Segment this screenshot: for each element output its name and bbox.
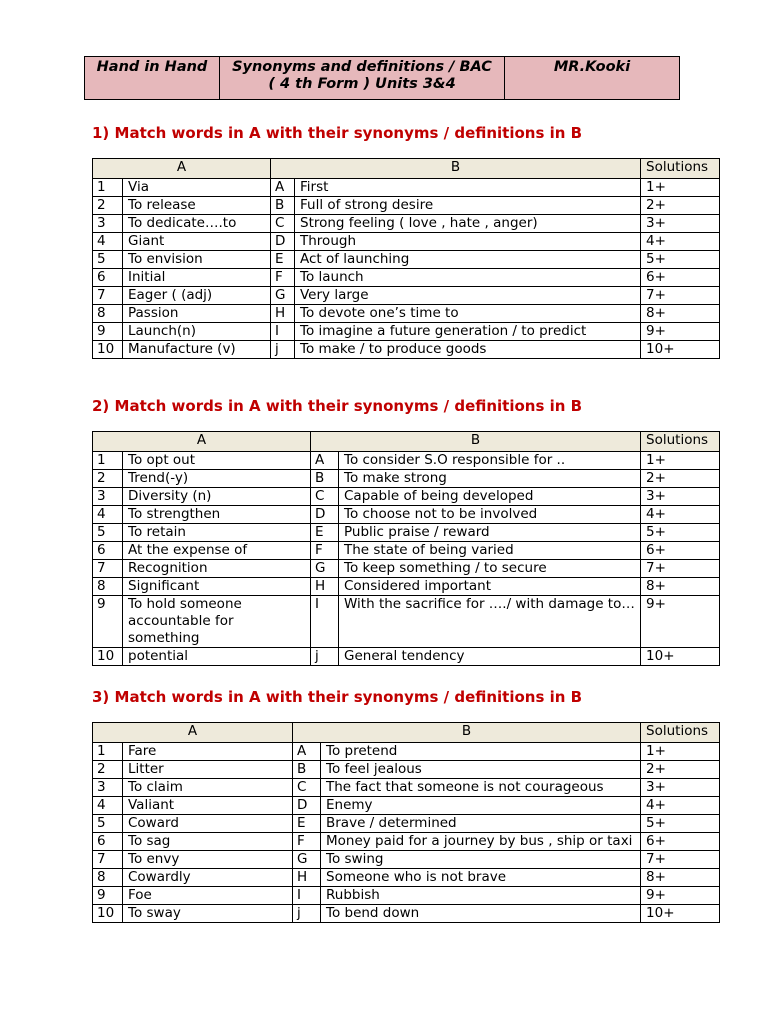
row-number: 9	[93, 596, 123, 648]
word-a: Manufacture (v)	[123, 341, 271, 359]
header-center-line2: ( 4 th Form ) Units 3&4	[268, 76, 456, 92]
word-a: To claim	[123, 779, 293, 797]
definition-b: To choose not to be involved	[339, 506, 641, 524]
row-number: 3	[93, 779, 123, 797]
definition-b: Strong feeling ( love , hate , anger)	[295, 215, 641, 233]
exercise-rows	[93, 452, 720, 666]
solution-cell: 8+	[641, 305, 720, 323]
definition-b: To pretend	[321, 743, 641, 761]
word-a: Trend(-y)	[123, 470, 311, 488]
letter-b: C	[271, 215, 295, 233]
header-right	[505, 57, 680, 100]
solution-cell: 5+	[641, 815, 720, 833]
table-row	[93, 851, 720, 869]
solution-cell: 3+	[641, 779, 720, 797]
solution-cell: 1+	[641, 179, 720, 197]
word-a: Significant	[123, 578, 311, 596]
exercise-3-title: 3) Match words in A with their synonyms / definitions in B	[92, 688, 583, 706]
row-number: 2	[93, 470, 123, 488]
exercise-2-table	[92, 431, 720, 666]
worksheet-header	[84, 56, 680, 100]
table-row	[93, 524, 720, 542]
column-solutions-header: Solutions	[641, 723, 720, 743]
definition-b: To make strong	[339, 470, 641, 488]
letter-b: E	[311, 524, 339, 542]
table-row	[93, 833, 720, 851]
row-number: 7	[93, 287, 123, 305]
word-a: Valiant	[123, 797, 293, 815]
definition-b: Enemy	[321, 797, 641, 815]
letter-b: j	[293, 905, 321, 923]
solution-cell: 6+	[641, 833, 720, 851]
definition-b: Capable of being developed	[339, 488, 641, 506]
letter-b: F	[271, 269, 295, 287]
table-row	[93, 488, 720, 506]
solution-cell: 4+	[641, 233, 720, 251]
letter-b: D	[293, 797, 321, 815]
solution-cell: 10+	[641, 648, 720, 666]
exercise-1-table	[92, 158, 720, 359]
letter-b: B	[311, 470, 339, 488]
definition-b: Someone who is not brave	[321, 869, 641, 887]
letter-b: I	[311, 596, 339, 648]
exercise-1-title: 1) Match words in A with their synonyms / definitions in B	[92, 124, 583, 142]
header-left-text: Hand in Hand	[96, 59, 208, 75]
row-number: 4	[93, 233, 123, 251]
definition-b: To devote one’s time to	[295, 305, 641, 323]
row-number: 5	[93, 524, 123, 542]
exercise-3-table	[92, 722, 720, 923]
row-number: 9	[93, 323, 123, 341]
definition-b: To swing	[321, 851, 641, 869]
definition-b: First	[295, 179, 641, 197]
table-row	[93, 233, 720, 251]
table-row	[93, 560, 720, 578]
solution-cell: 4+	[641, 797, 720, 815]
letter-b: H	[271, 305, 295, 323]
letter-b: A	[293, 743, 321, 761]
row-number: 5	[93, 815, 123, 833]
table-header-row	[93, 159, 720, 179]
definition-b: The state of being varied	[339, 542, 641, 560]
row-number: 6	[93, 269, 123, 287]
row-number: 2	[93, 197, 123, 215]
letter-b: I	[271, 323, 295, 341]
letter-b: D	[271, 233, 295, 251]
letter-b: D	[311, 506, 339, 524]
table-row	[93, 542, 720, 560]
definition-b: To consider S.O responsible for ..	[339, 452, 641, 470]
table-row	[93, 251, 720, 269]
letter-b: G	[271, 287, 295, 305]
definition-b: Very large	[295, 287, 641, 305]
letter-b: I	[293, 887, 321, 905]
letter-b: B	[271, 197, 295, 215]
word-a: To retain	[123, 524, 311, 542]
word-a: Diversity (n)	[123, 488, 311, 506]
word-a: To opt out	[123, 452, 311, 470]
letter-b: B	[293, 761, 321, 779]
solution-cell: 5+	[641, 251, 720, 269]
column-a-header: A	[93, 432, 311, 452]
row-number: 7	[93, 560, 123, 578]
table-header-row	[93, 432, 720, 452]
letter-b: G	[311, 560, 339, 578]
solution-cell: 10+	[641, 905, 720, 923]
column-a-header: A	[93, 159, 271, 179]
table-row	[93, 470, 720, 488]
word-a: Litter	[123, 761, 293, 779]
word-a: To dedicate….to	[123, 215, 271, 233]
header-left	[85, 57, 220, 100]
solution-cell: 9+	[641, 887, 720, 905]
definition-b: With the sacrifice for …./ with damage to…	[339, 596, 641, 648]
letter-b: F	[293, 833, 321, 851]
letter-b: F	[311, 542, 339, 560]
letter-b: j	[271, 341, 295, 359]
header-right-text: MR.Kooki	[553, 59, 631, 75]
letter-b: H	[293, 869, 321, 887]
table-row	[93, 269, 720, 287]
row-number: 8	[93, 869, 123, 887]
word-a: To strengthen	[123, 506, 311, 524]
row-number: 10	[93, 341, 123, 359]
word-a: Giant	[123, 233, 271, 251]
row-number: 9	[93, 887, 123, 905]
table-row	[93, 905, 720, 923]
word-a: Via	[123, 179, 271, 197]
word-a: At the expense of	[123, 542, 311, 560]
solution-cell: 4+	[641, 506, 720, 524]
word-a: Passion	[123, 305, 271, 323]
table-row	[93, 797, 720, 815]
row-number: 4	[93, 797, 123, 815]
letter-b: G	[293, 851, 321, 869]
table-row	[93, 197, 720, 215]
table-row	[93, 743, 720, 761]
word-a: To sag	[123, 833, 293, 851]
definition-b: Rubbish	[321, 887, 641, 905]
table-row	[93, 305, 720, 323]
row-number: 1	[93, 452, 123, 470]
table-row	[93, 287, 720, 305]
table-row	[93, 761, 720, 779]
letter-b: C	[311, 488, 339, 506]
solution-cell: 1+	[641, 743, 720, 761]
definition-b: To bend down	[321, 905, 641, 923]
letter-b: A	[311, 452, 339, 470]
row-number: 7	[93, 851, 123, 869]
definition-b: To launch	[295, 269, 641, 287]
definition-b: Through	[295, 233, 641, 251]
definition-b: Full of strong desire	[295, 197, 641, 215]
row-number: 3	[93, 215, 123, 233]
solution-cell: 8+	[641, 578, 720, 596]
table-header-row	[93, 723, 720, 743]
word-a: To sway	[123, 905, 293, 923]
row-number: 10	[93, 648, 123, 666]
word-a: To release	[123, 197, 271, 215]
header-center-line1: Synonyms and definitions / BAC	[232, 59, 492, 75]
letter-b: E	[293, 815, 321, 833]
letter-b: E	[271, 251, 295, 269]
definition-b: To keep something / to secure	[339, 560, 641, 578]
solution-cell: 7+	[641, 287, 720, 305]
word-a: Initial	[123, 269, 271, 287]
word-a: Cowardly	[123, 869, 293, 887]
row-number: 1	[93, 179, 123, 197]
table-row	[93, 341, 720, 359]
solution-cell: 2+	[641, 761, 720, 779]
definition-b: Brave / determined	[321, 815, 641, 833]
row-number: 8	[93, 578, 123, 596]
definition-b: Public praise / reward	[339, 524, 641, 542]
solution-cell: 8+	[641, 869, 720, 887]
solution-cell: 5+	[641, 524, 720, 542]
definition-b: To feel jealous	[321, 761, 641, 779]
column-a-header: A	[93, 723, 293, 743]
row-number: 4	[93, 506, 123, 524]
word-a: To envision	[123, 251, 271, 269]
table-row	[93, 215, 720, 233]
definition-b: Money paid for a journey by bus , ship or taxi	[321, 833, 641, 851]
row-number: 3	[93, 488, 123, 506]
solution-cell: 6+	[641, 542, 720, 560]
solution-cell: 3+	[641, 215, 720, 233]
letter-b: C	[293, 779, 321, 797]
header-center	[220, 57, 505, 100]
solution-cell: 7+	[641, 851, 720, 869]
word-a: potential	[123, 648, 311, 666]
solution-cell: 2+	[641, 470, 720, 488]
solution-cell: 1+	[641, 452, 720, 470]
column-solutions-header: Solutions	[641, 432, 720, 452]
solution-cell: 3+	[641, 488, 720, 506]
word-a: Coward	[123, 815, 293, 833]
table-row	[93, 648, 720, 666]
letter-b: j	[311, 648, 339, 666]
table-row	[93, 869, 720, 887]
column-solutions-header: Solutions	[641, 159, 720, 179]
table-row	[93, 323, 720, 341]
row-number: 6	[93, 542, 123, 560]
column-b-header: B	[271, 159, 641, 179]
row-number: 10	[93, 905, 123, 923]
word-a: Launch(n)	[123, 323, 271, 341]
row-number: 2	[93, 761, 123, 779]
table-row	[93, 179, 720, 197]
definition-b: To imagine a future generation / to predict	[295, 323, 641, 341]
table-row	[93, 506, 720, 524]
word-a: Fare	[123, 743, 293, 761]
definition-b: Act of launching	[295, 251, 641, 269]
row-number: 6	[93, 833, 123, 851]
table-row	[93, 815, 720, 833]
row-number: 8	[93, 305, 123, 323]
exercise-rows	[93, 743, 720, 923]
solution-cell: 2+	[641, 197, 720, 215]
definition-b: The fact that someone is not courageous	[321, 779, 641, 797]
word-a: To envy	[123, 851, 293, 869]
solution-cell: 6+	[641, 269, 720, 287]
exercise-2-title: 2) Match words in A with their synonyms / definitions in B	[92, 397, 583, 415]
row-number: 5	[93, 251, 123, 269]
table-row	[93, 578, 720, 596]
table-row	[93, 452, 720, 470]
solution-cell: 9+	[641, 596, 720, 648]
letter-b: A	[271, 179, 295, 197]
table-row	[93, 779, 720, 797]
row-number: 1	[93, 743, 123, 761]
column-b-header: B	[293, 723, 641, 743]
definition-b: General tendency	[339, 648, 641, 666]
definition-b: To make / to produce goods	[295, 341, 641, 359]
word-a: Foe	[123, 887, 293, 905]
word-a: To hold someone accountable for something	[123, 596, 311, 648]
word-a: Eager ( (adj)	[123, 287, 271, 305]
solution-cell: 10+	[641, 341, 720, 359]
column-b-header: B	[311, 432, 641, 452]
table-row	[93, 887, 720, 905]
solution-cell: 7+	[641, 560, 720, 578]
exercise-rows	[93, 179, 720, 359]
table-row	[93, 596, 720, 648]
definition-b: Considered important	[339, 578, 641, 596]
word-a: Recognition	[123, 560, 311, 578]
solution-cell: 9+	[641, 323, 720, 341]
letter-b: H	[311, 578, 339, 596]
